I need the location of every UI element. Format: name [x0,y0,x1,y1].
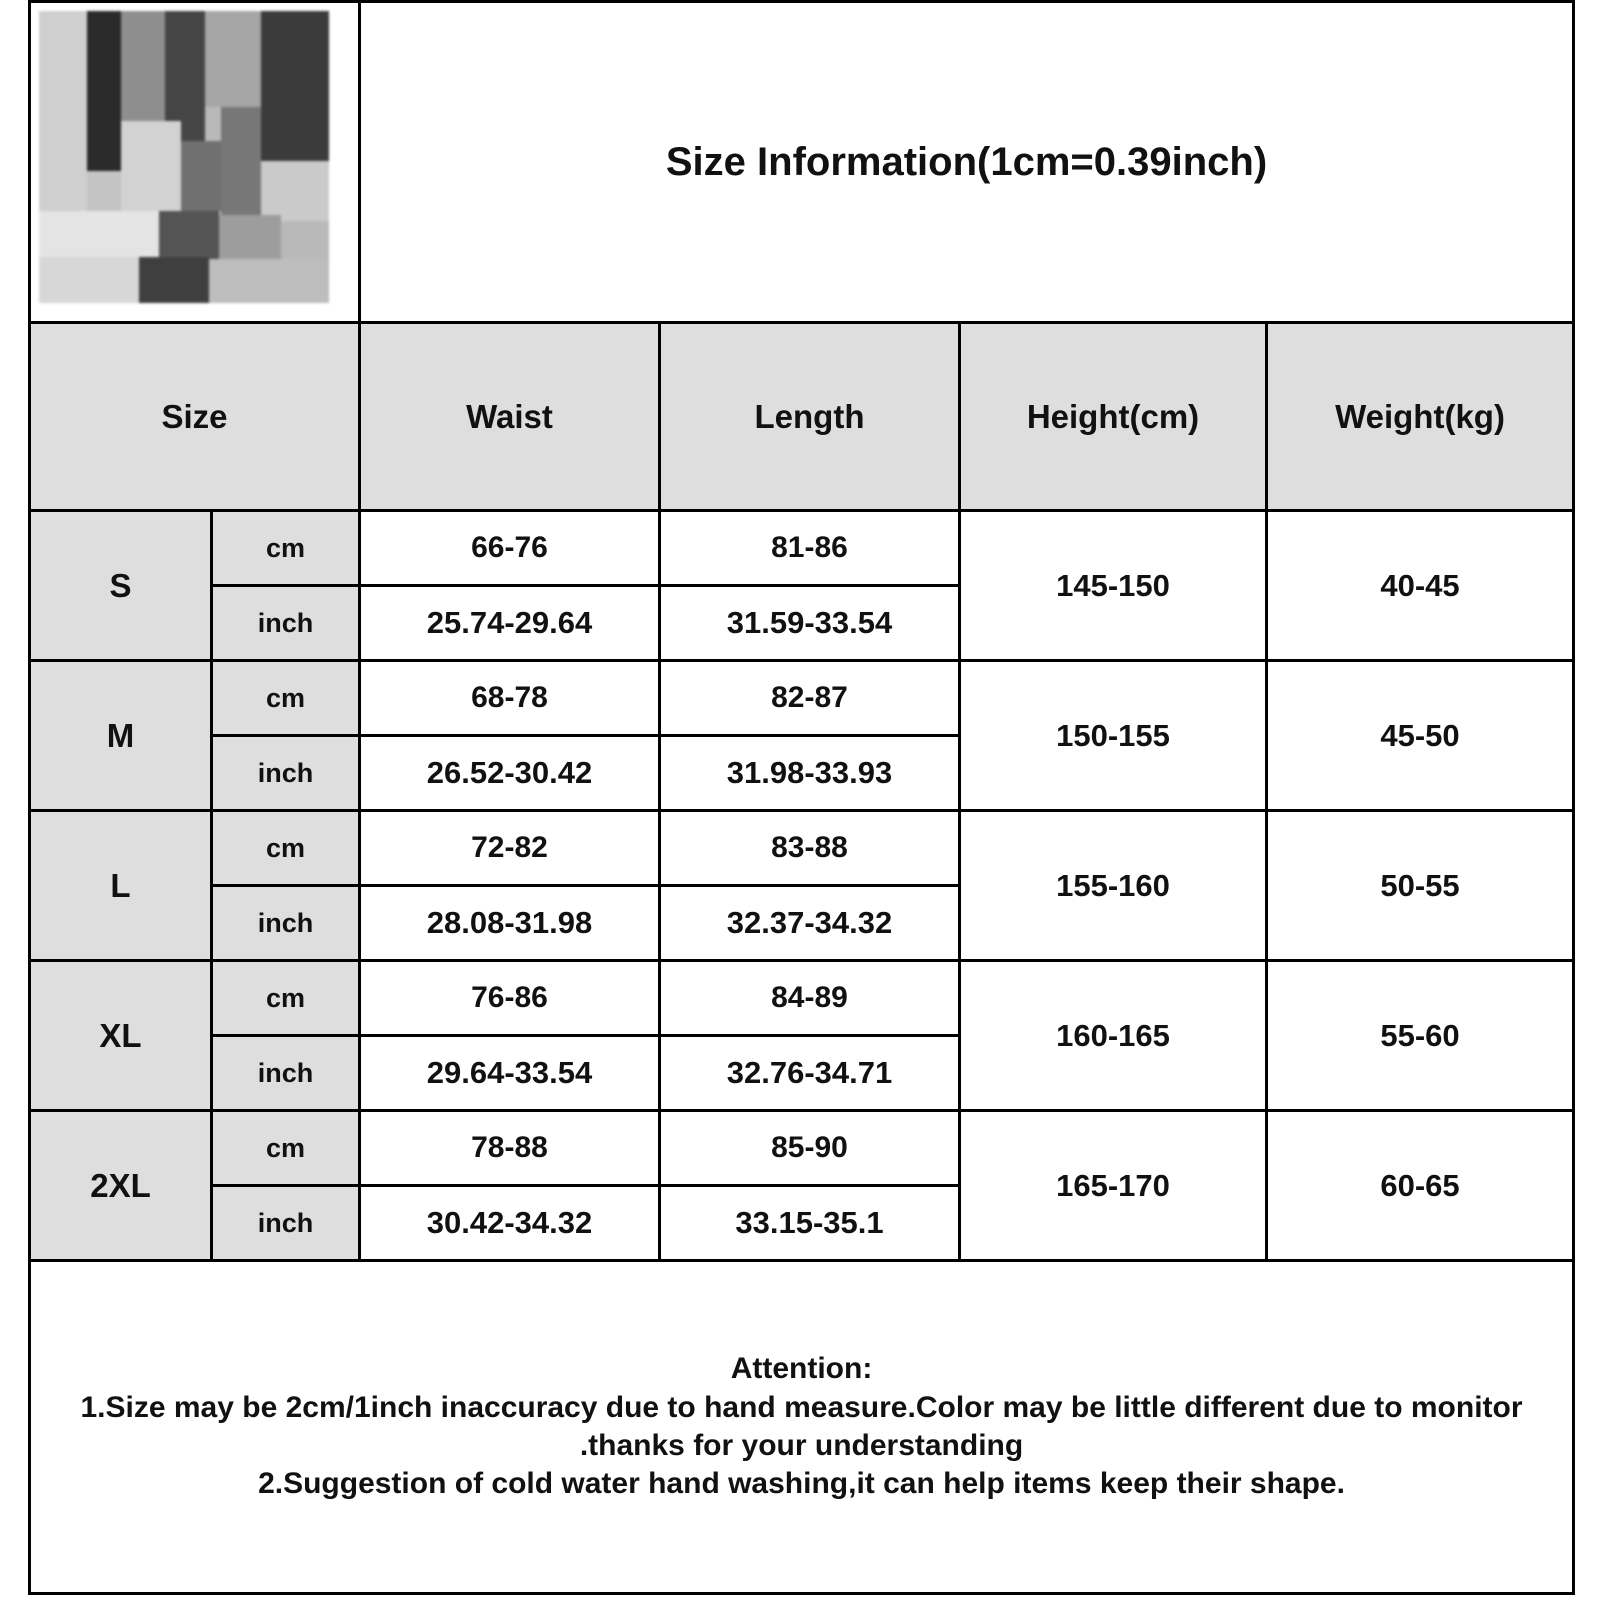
attention-line-1: 1.Size may be 2cm/1inch inaccuracy due to hand measure.Color may be little different due to monitor .thanks for your understanding [80,1390,1523,1462]
row-waist-cell [360,811,660,961]
attention-block [30,1261,1574,1594]
waist-inch-value: 29.64-33.54 [361,1036,658,1110]
attention-row [30,1261,1574,1594]
waist-inch-value: 30.42-34.32 [361,1186,658,1260]
length-cm-value: 81-86 [661,512,958,586]
row-waist-cell [360,661,660,811]
waist-inch-value: 25.74-29.64 [361,586,658,660]
waist-inch-value: 28.08-31.98 [361,886,658,960]
row-size-label: 2XL [30,1111,212,1261]
column-header-row [30,323,1574,511]
page-title: Size Information(1cm=0.39inch) [360,2,1574,323]
unit-label-inch: inch [213,1186,358,1260]
weight-value: 55-60 [1267,961,1574,1111]
unit-label-cm: cm [213,962,358,1036]
table-header-banner-row [30,2,1574,323]
row-length-cell [660,1111,960,1261]
weight-value: 45-50 [1267,661,1574,811]
height-value: 150-155 [960,661,1267,811]
length-cm-value: 84-89 [661,962,958,1036]
length-inch-value: 32.37-34.32 [661,886,958,960]
row-size-label: XL [30,961,212,1111]
attention-heading: Attention: [730,1352,873,1386]
unit-label-cm: cm [213,812,358,886]
waist-cm-value: 68-78 [361,662,658,736]
column-header-height: Height(cm) [960,323,1267,511]
length-inch-value: 31.59-33.54 [661,586,958,660]
waist-cm-value: 66-76 [361,512,658,586]
row-units-cell [212,661,360,811]
waist-cm-value: 78-88 [361,1112,658,1186]
row-length-cell [660,511,960,661]
row-length-cell [660,811,960,961]
length-cm-value: 82-87 [661,662,958,736]
waist-cm-value: 72-82 [361,812,658,886]
row-units-cell [212,1111,360,1261]
height-value: 155-160 [960,811,1267,961]
column-header-weight: Weight(kg) [1267,323,1574,511]
size-chart-table [28,0,1575,1595]
unit-label-cm: cm [213,512,358,586]
length-inch-value: 33.15-35.1 [661,1186,958,1260]
height-value: 165-170 [960,1111,1267,1261]
table-row [30,811,1574,961]
length-cm-value: 83-88 [661,812,958,886]
row-waist-cell [360,511,660,661]
table-row [30,511,1574,661]
row-size-label: M [30,661,212,811]
row-length-cell [660,961,960,1111]
thumbnail-image [39,11,329,303]
row-units-cell [212,961,360,1111]
weight-value: 60-65 [1267,1111,1574,1261]
height-value: 145-150 [960,511,1267,661]
height-value: 160-165 [960,961,1267,1111]
unit-label-inch: inch [213,736,358,810]
length-inch-value: 31.98-33.93 [661,736,958,810]
weight-value: 40-45 [1267,511,1574,661]
row-waist-cell [360,1111,660,1261]
unit-label-cm: cm [213,662,358,736]
table-row [30,1111,1574,1261]
weight-value: 50-55 [1267,811,1574,961]
table-row [30,961,1574,1111]
unit-label-inch: inch [213,1036,358,1110]
length-inch-value: 32.76-34.71 [661,1036,958,1110]
attention-line-2: 2.Suggestion of cold water hand washing,it can help items keep their shape. [258,1467,1345,1501]
column-header-size: Size [30,323,360,511]
row-length-cell [660,661,960,811]
waist-inch-value: 26.52-30.42 [361,736,658,810]
row-waist-cell [360,961,660,1111]
waist-cm-value: 76-86 [361,962,658,1036]
table-row [30,661,1574,811]
column-header-length: Length [660,323,960,511]
unit-label-cm: cm [213,1112,358,1186]
row-size-label: S [30,511,212,661]
row-units-cell [212,811,360,961]
row-size-label: L [30,811,212,961]
unit-label-inch: inch [213,886,358,960]
unit-label-inch: inch [213,586,358,660]
product-photo-thumbnail [30,2,360,323]
column-header-waist: Waist [360,323,660,511]
row-units-cell [212,511,360,661]
length-cm-value: 85-90 [661,1112,958,1186]
